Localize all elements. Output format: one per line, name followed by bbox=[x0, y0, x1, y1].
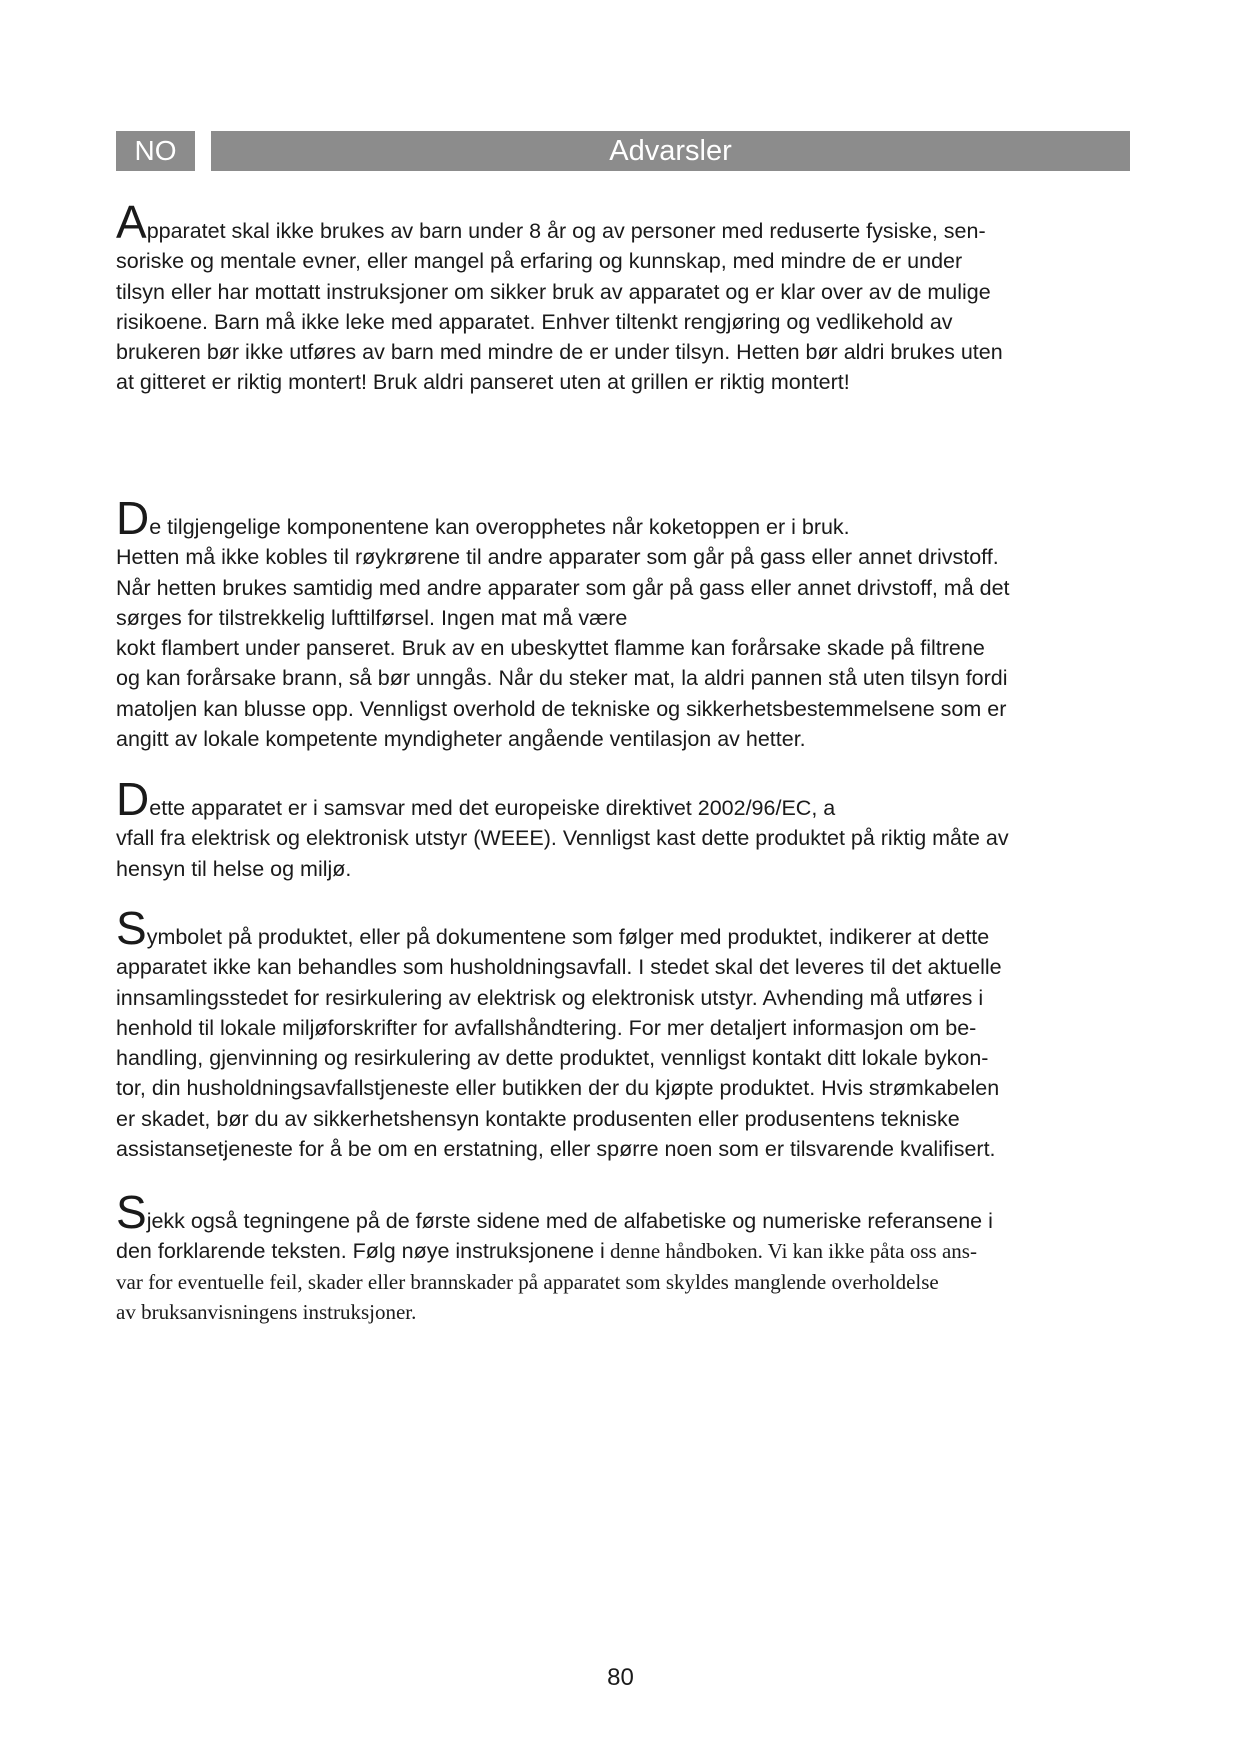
paragraph-line: pparatet skal ikke brukes av barn under 8 år og av personer med reduserte fysiske, sen- bbox=[146, 219, 986, 243]
paragraph-line: vfall fra elektrisk og elektronisk utstyr (WEEE). Vennligst kast dette produktet på riktig måte av bbox=[116, 826, 1009, 851]
paragraph-line-serif: denne håndboken. Vi kan ikke påta oss ans- bbox=[604, 1239, 977, 1264]
paragraph-line: jekk også tegningene på de første sidene med de alfabetiske og numeriske referansene i bbox=[146, 1209, 993, 1233]
warning-paragraph-weee bbox=[116, 773, 1126, 884]
warning-paragraph-children bbox=[116, 196, 1126, 398]
paragraph-line: Når hetten brukes samtidig med andre apparater som går på gass eller annet drivstoff, må det bbox=[116, 575, 1010, 600]
paragraph-line: Hetten må ikke kobles til røykrørene til andre apparater som går på gass eller annet drivstoff. bbox=[116, 545, 999, 570]
paragraph-line: apparatet ikke kan behandles som husholdningsavfall. I stedet skal det leveres til det aktuelle bbox=[116, 955, 1002, 980]
section-title: Advarsler bbox=[211, 131, 1130, 171]
paragraph-line: hensyn til helse og miljø. bbox=[116, 856, 352, 881]
paragraph-line: matoljen kan blusse opp. Vennligst overhold de tekniske og sikkerhetsbestemmelsene som er bbox=[116, 696, 1007, 721]
drop-cap: S bbox=[116, 902, 147, 954]
paragraph-line: at gitteret er riktig montert! Bruk aldri panseret uten at grillen er riktig montert! bbox=[116, 370, 850, 395]
paragraph-line-serif: var for eventuelle feil, skader eller brannskader på apparatet som skyldes manglende overholdelse bbox=[116, 1269, 939, 1294]
paragraph-line: e tilgjengelige komponentene kan overopphetes når koketoppen er i bruk. bbox=[149, 515, 850, 539]
drop-cap: D bbox=[116, 773, 150, 825]
warning-paragraph-heat-gas bbox=[116, 492, 1126, 754]
paragraph-line: tilsyn eller har mottatt instruksjoner om sikker bruk av apparatet og er klar over av de mulige bbox=[116, 279, 991, 304]
warning-paragraph-disposal bbox=[116, 902, 1126, 1164]
paragraph-line: handling, gjenvinning og resirkulering av dette produktet, vennligst kontakt ditt lokale bykon- bbox=[116, 1046, 989, 1071]
paragraph-line: den forklarende teksten. Følg nøye instruksjonene i bbox=[116, 1239, 605, 1264]
paragraph-line: innsamlingsstedet for resirkulering av elektrisk og elektronisk utstyr. Avhending må utføres i bbox=[116, 985, 984, 1010]
drop-cap: A bbox=[116, 196, 147, 248]
paragraph-line: og kan forårsake brann, så bør unngås. Når du steker mat, la aldri pannen stå uten tilsyn fordi bbox=[116, 666, 1008, 691]
page-number: 80 bbox=[607, 1664, 634, 1691]
paragraph-line: sørges for tilstrekkelig lufttilførsel. Ingen mat må være bbox=[116, 605, 628, 630]
drop-cap: S bbox=[116, 1186, 147, 1238]
paragraph-line: tor, din husholdningsavfallstjeneste eller butikken der du kjøpte produktet. Hvis strømkabelen bbox=[116, 1076, 1000, 1101]
paragraph-line: brukeren bør ikke utføres av barn med mindre de er under tilsyn. Hetten bør aldri brukes uten bbox=[116, 340, 1003, 365]
paragraph-line: risikoene. Barn må ikke leke med apparatet. Enhver tiltenkt rengjøring og vedlikehold av bbox=[116, 309, 953, 334]
paragraph-line-serif: av bruksanvisningens instruksjoner. bbox=[116, 1299, 417, 1324]
paragraph-line: ette apparatet er i samsvar med det europeiske direktivet 2002/96/EC, a bbox=[149, 796, 836, 820]
drop-cap: D bbox=[116, 492, 150, 544]
paragraph-line: angitt av lokale kompetente myndigheter angående ventilasjon av hetter. bbox=[116, 727, 806, 752]
paragraph-line: ymbolet på produktet, eller på dokumentene som følger med produktet, indikerer at dette bbox=[146, 925, 990, 949]
paragraph-line: assistansetjeneste for å be om en erstatning, eller spørre noen som er tilsvarende kvalifisert. bbox=[116, 1137, 996, 1162]
paragraph-line: henhold til lokale miljøforskrifter for avfallshåndtering. For mer detaljert informasjon om be- bbox=[116, 1015, 977, 1040]
paragraph-line: er skadet, bør du av sikkerhetshensyn kontakte produsenten eller produsentens tekniske bbox=[116, 1106, 960, 1131]
paragraph-line: soriske og mentale evner, eller mangel på erfaring og kunnskap, med mindre de er under bbox=[116, 249, 963, 274]
paragraph-line: kokt flambert under panseret. Bruk av en ubeskyttet flamme kan forårsake skade på filtrene bbox=[116, 636, 985, 661]
language-badge: NO bbox=[116, 131, 195, 171]
warning-paragraph-drawings bbox=[116, 1186, 1126, 1327]
